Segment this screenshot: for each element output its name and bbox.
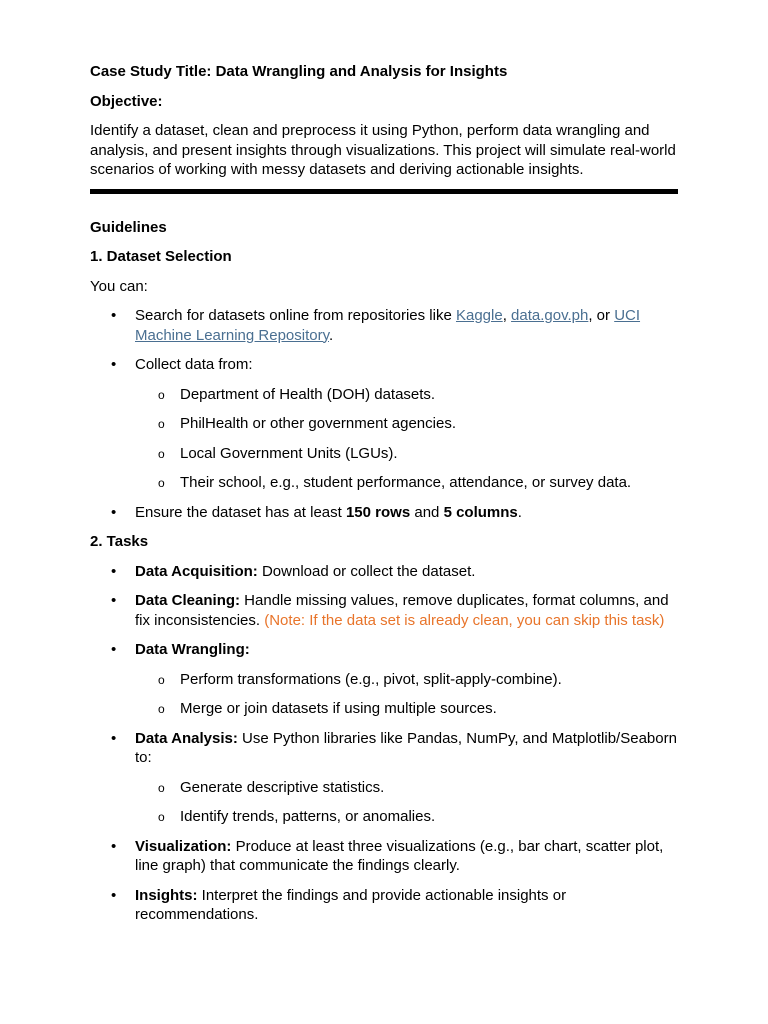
task-label: Visualization: (135, 837, 232, 855)
guidelines-heading: Guidelines (90, 218, 167, 236)
source-text: PhilHealth or other government agencies. (180, 415, 456, 432)
bullet-icon: • (111, 307, 117, 324)
ensure-mid-text: and (410, 503, 444, 521)
task-acquisition (90, 562, 680, 582)
task-analysis (90, 729, 680, 827)
dataset-selection-heading: 1. Dataset Selection (90, 248, 232, 265)
dataset-options-list (90, 306, 680, 522)
list-item-source (90, 414, 680, 434)
task-text: Handle missing values, remove duplicates, format columns, and fix inconsistencies. (135, 592, 669, 629)
task-label: Data Analysis: (135, 729, 238, 747)
step-text: Merge or join datasets if using multiple sources. (180, 700, 497, 717)
source-text: Their school, e.g., student performance, attendance, or survey data. (180, 474, 632, 491)
task-text: Interpret the findings and provide actionable insights or recommendations. (135, 886, 567, 923)
source-text: Department of Health (DOH) datasets. (180, 385, 436, 403)
sub-bullet-icon: o (158, 476, 165, 490)
cleaning-note: (Note: If the data set is already clean, you can skip this task) (264, 611, 665, 629)
rows-requirement: 150 rows (345, 503, 411, 521)
tasks-list (90, 562, 680, 925)
uci-repository-link[interactable]: UCI Machine Learning Repository (135, 307, 641, 344)
columns-requirement: 5 columns (443, 503, 518, 521)
list-item-source (90, 473, 680, 493)
sub-bullet-icon: o (158, 387, 165, 402)
task-visualization (90, 837, 680, 876)
analysis-steps-list (135, 778, 680, 827)
objective-text: Identify a dataset, clean and preprocess it using Python, perform data wrangling and analysis, and present insights through visualizations. This project will simulate real-world scenarios of working with messy datasets and deriving actionable insights. (90, 122, 676, 178)
bullet-icon: • (111, 562, 117, 580)
task-text: Use Python libraries like Pandas, NumPy, and Matplotlib/Seaborn to: (135, 729, 677, 766)
step-text: Identify trends, patterns, or anomalies. (180, 808, 436, 825)
list-item-step (90, 807, 680, 827)
horizontal-divider (90, 189, 678, 194)
list-item-step (90, 699, 680, 719)
separator-text: , (502, 307, 512, 324)
task-text: Download or collect the dataset. (257, 562, 476, 580)
tasks-heading: 2. Tasks (90, 533, 149, 550)
list-item-step (90, 778, 680, 798)
list-item-search (90, 306, 680, 345)
period-text: . (517, 503, 522, 521)
task-cleaning (90, 591, 680, 630)
task-label: Insights: (135, 886, 198, 904)
ensure-prefix-text: Ensure the dataset has at least (135, 503, 346, 521)
list-item-source (90, 385, 680, 405)
bullet-icon: • (111, 837, 117, 855)
bullet-icon: • (111, 503, 117, 521)
bullet-icon: • (111, 729, 117, 747)
bullet-icon: • (111, 886, 117, 904)
list-item-step (90, 670, 680, 690)
wrangling-steps-list (135, 670, 680, 719)
task-label: Data Cleaning: (135, 592, 241, 609)
sub-bullet-icon: o (158, 810, 165, 824)
collect-text: Collect data from: (135, 356, 253, 373)
document-page (90, 62, 680, 935)
kaggle-link[interactable]: Kaggle (455, 307, 503, 324)
sub-bullet-icon: o (158, 780, 165, 795)
step-text: Generate descriptive statistics. (180, 778, 385, 796)
dataset-intro: You can: (90, 277, 148, 295)
step-text: Perform transformations (e.g., pivot, split-apply-combine). (180, 670, 562, 688)
source-text: Local Government Units (LGUs). (180, 444, 398, 462)
list-item-ensure (90, 503, 680, 523)
search-prefix-text: Search for datasets online from repositories like (135, 307, 456, 324)
sub-bullet-icon: o (158, 702, 165, 716)
list-item-source (90, 444, 680, 464)
bullet-icon: • (111, 592, 117, 609)
task-insights (90, 886, 680, 925)
period-text: . (329, 326, 334, 344)
bullet-icon: • (111, 356, 117, 373)
case-study-title: Case Study Title: Data Wrangling and Analysis for Insights (90, 63, 508, 80)
list-item-collect (90, 355, 680, 493)
separator-text: , or (588, 307, 615, 324)
objective-heading: Objective: (90, 92, 163, 110)
task-label: Data Acquisition: (135, 562, 258, 580)
task-text: Produce at least three visualizations (e.g., bar chart, scatter plot, line graph) that communicate the findings clearly. (135, 837, 664, 874)
collect-sources-list (135, 385, 680, 493)
task-label: Data Wrangling: (135, 641, 250, 658)
bullet-icon: • (111, 641, 117, 658)
task-wrangling (90, 640, 680, 719)
sub-bullet-icon: o (158, 672, 165, 687)
sub-bullet-icon: o (158, 417, 165, 431)
data-gov-ph-link[interactable]: data.gov.ph (511, 307, 589, 324)
sub-bullet-icon: o (158, 446, 165, 461)
